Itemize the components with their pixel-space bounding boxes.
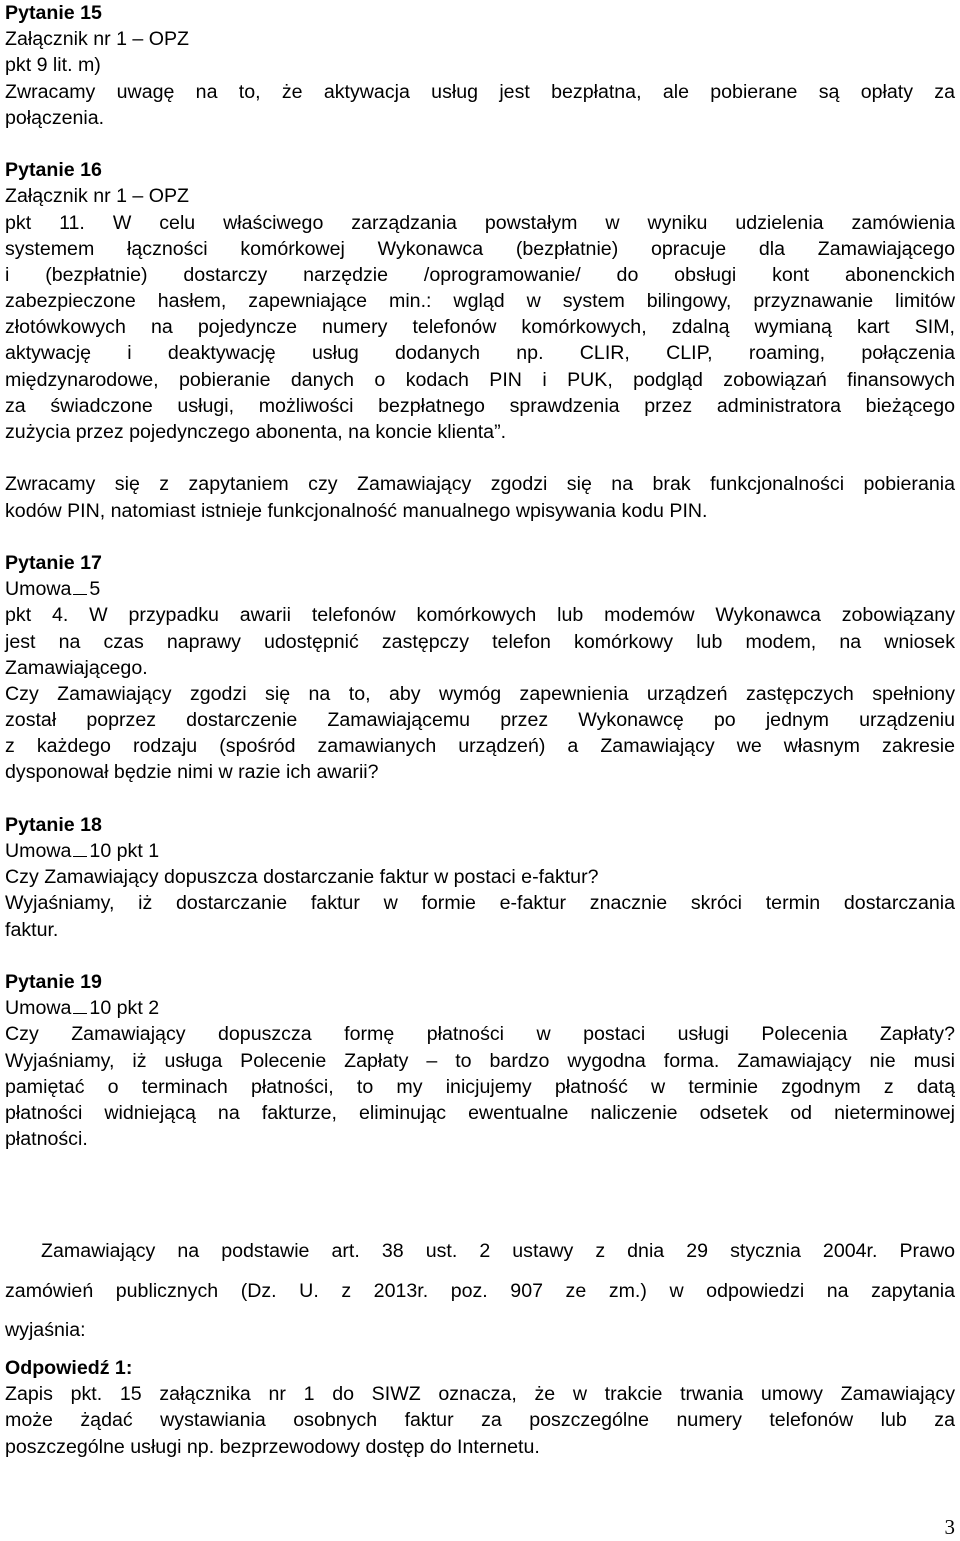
question-15-body-line: połączenia. xyxy=(5,106,105,129)
question-18-ref xyxy=(5,838,955,864)
question-16-body-line: międzynarodowe, pobieranie danych o kodach PIN i PUK, podgląd zobowiązań finansowych xyxy=(5,368,955,391)
page-number: 3 xyxy=(944,1515,955,1539)
question-18-explanation-line: Wyjaśniamy, iż dostarczanie faktur w formie e-faktur znacznie skróci termin dostarczania xyxy=(5,892,955,915)
question-16-question-line: Zwracamy się z zapytaniem czy Zamawiający zgodzi się na brak funkcjonalności pobierania xyxy=(5,473,955,496)
question-16-body-line: aktywację i deaktywację usług dodanych np. CLIR, CLIP, roaming, połączenia xyxy=(5,342,955,365)
question-18-ref-label: Umowa xyxy=(5,840,72,862)
question-17-body-line: jest na czas naprawy udostępnić zastępczy telefon komórkowy lub modem, na wniosek xyxy=(5,630,955,653)
section-symbol-blank xyxy=(73,576,87,595)
question-19-body-line: płatności widniejącą na fakturze, eliminując ewentualne naliczenie odsetek od nieterminowej xyxy=(5,1101,955,1124)
question-19-heading: Pytanie 19 xyxy=(5,970,102,993)
question-16-body-line: złotówkowych na pojedyncze numery telefonów komórkowych, zdalną wymianą kart SIM, xyxy=(5,316,955,339)
section-symbol-blank xyxy=(73,995,87,1014)
question-19-body-line: pamiętać o terminach płatności, to my inicjujemy płatność w terminie zgodnym z datą xyxy=(5,1075,955,1098)
question-18-heading: Pytanie 18 xyxy=(5,813,102,836)
question-16-heading: Pytanie 16 xyxy=(5,159,102,182)
answer-1-line: Zapis pkt. 15 załącznika nr 1 do SIWZ oznacza, że w trakcie trwania umowy Zamawiający xyxy=(5,1383,955,1406)
question-18-question: Czy Zamawiający dopuszcza dostarczanie faktur w postaci e-faktur? xyxy=(5,866,599,889)
question-18-explanation-line: faktur. xyxy=(5,918,59,941)
question-17-body-line: Zamawiającego. xyxy=(5,656,148,679)
question-17-ref xyxy=(5,576,955,602)
question-17-question-line: z każdego rodzaju (spośród zamawianych urządzeń) a Zamawiający we własnym zakresie xyxy=(5,735,955,758)
answer-1-line: może żądać wystawiania osobnych faktur za poszczególne numery telefonów lub za xyxy=(5,1409,955,1432)
question-16-body-line: zużycia przez pojedynczego abonenta, na koncie klienta”. xyxy=(5,421,507,443)
question-16-body-line: i (bezpłatnie) dostarczy narzędzie /oprogramowanie/ do obsługi kont abonenckich xyxy=(5,263,955,286)
question-15-ref-point: pkt 9 lit. m) xyxy=(5,54,101,77)
answer-1-line: poszczególne usługi np. bezprzewodowy dostęp do Internetu. xyxy=(5,1435,540,1458)
question-16-body-line: zabezpieczone hasłem, zapewniające min.: wgląd w system bilingowy, przyznawanie limitów xyxy=(5,290,955,313)
question-19-body-line: Wyjaśniamy, iż usługa Polecenie Zapłaty – to bardzo wygodna forma. Zamawiający nie musi xyxy=(5,1049,955,1072)
question-17-ref-label: Umowa xyxy=(5,578,72,601)
section-symbol-blank xyxy=(73,838,87,857)
closing-line: Zamawiający na podstawie art. 38 ust. 2 ustawy z dnia 29 stycznia 2004r. Prawo xyxy=(41,1240,955,1262)
question-19-ref xyxy=(5,995,955,1021)
question-19-ref-label: Umowa xyxy=(5,997,72,1020)
question-15-heading: Pytanie 15 xyxy=(5,2,102,24)
question-16-body-line: za świadczone usługi, możliwości bezpłatnego sprawdzenia przez administratora bieżącego xyxy=(5,394,955,417)
question-16-ref-attachment: Załącznik nr 1 – OPZ xyxy=(5,185,190,208)
question-17-question-line: został poprzez dostarczenie Zamawiającemu przez Wykonawcę po jednym urządzeniu xyxy=(5,709,955,732)
question-15-body-line: Zwracamy uwagę na to, że aktywacja usług jest bezpłatna, ale pobierane są opłaty za xyxy=(5,80,955,103)
question-17-question-line: dysponował będzie nimi w razie ich awarii? xyxy=(5,761,379,784)
question-19-ref-number: 10 pkt 2 xyxy=(89,997,160,1020)
question-15-ref-attachment: Załącznik nr 1 – OPZ xyxy=(5,28,190,51)
answer-1 xyxy=(5,1355,955,1460)
question-16-body-line: pkt 11. W celu właściwego zarządzania powstałym w wyniku udzielenia zamówienia xyxy=(5,211,955,234)
question-18-ref-number: 10 pkt 1 xyxy=(89,840,160,862)
question-16-question-line: kodów PIN, natomiast istnieje funkcjonalność manualnego wpisywania kodu PIN. xyxy=(5,499,708,522)
closing-statement xyxy=(5,1232,955,1351)
answer-1-heading: Odpowiedź 1: xyxy=(5,1357,133,1379)
question-17-ref-number: 5 xyxy=(89,578,101,601)
question-17-body-line: pkt 4. W przypadku awarii telefonów komórkowych lub modemów Wykonawca zobowiązany xyxy=(5,604,955,627)
question-17-question-line: Czy Zamawiający zgodzi się na to, aby wymóg zapewnienia urządzeń zastępczych spełniony xyxy=(5,682,955,705)
question-16-body-line: systemem łączności komórkowej Wykonawca (bezpłatnie) opracuje dla Zamawiającego xyxy=(5,237,955,260)
question-19-body-line: Czy Zamawiający dopuszcza formę płatności w postaci usługi Polecenia Zapłaty? xyxy=(5,1023,955,1046)
closing-line: wyjaśnia: xyxy=(5,1319,86,1341)
question-17-heading: Pytanie 17 xyxy=(5,551,102,574)
question-19-body-line: płatności. xyxy=(5,1128,88,1151)
document-page xyxy=(5,0,955,1152)
closing-line: zamówień publicznych (Dz. U. z 2013r. poz. 907 ze zm.) w odpowiedzi na zapytania xyxy=(5,1279,955,1302)
